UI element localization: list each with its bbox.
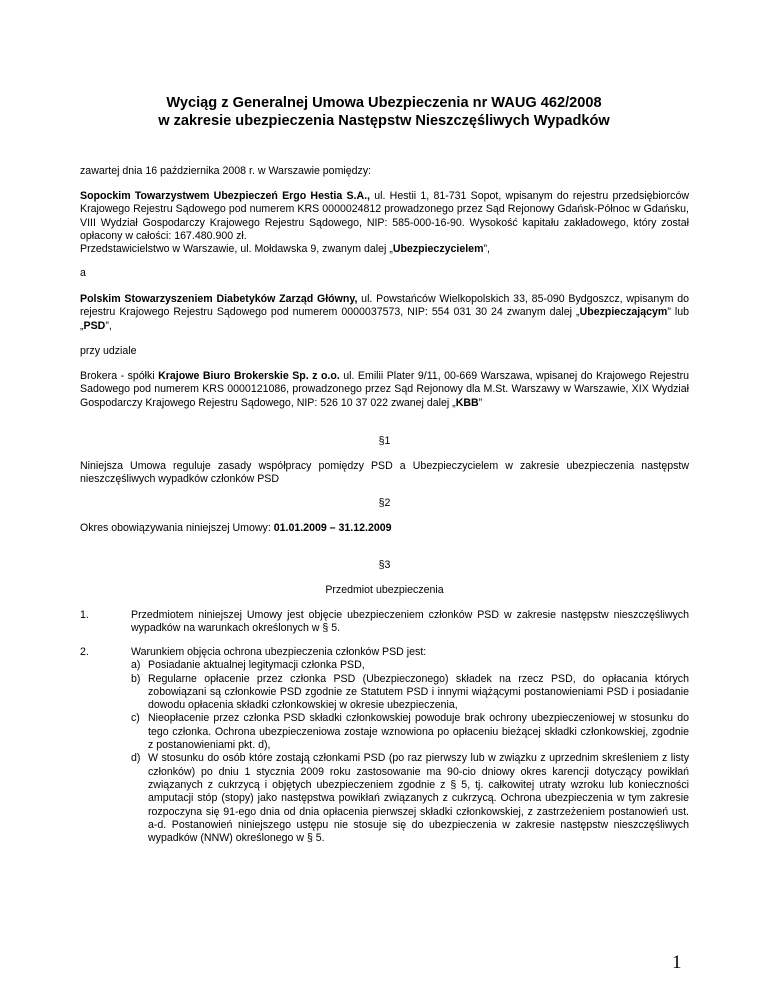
condition-item-a — [131, 659, 689, 672]
section-1-text: Niniejsza Umowa reguluje zasady współpracy pomiędzy PSD a Ubezpieczycielem w zakresie ubezpieczenia następstw nieszczęśliwych wypadków członków PSD — [80, 460, 689, 486]
paragraph-number-1: 1. — [80, 609, 89, 621]
policyholder-details: ul. Powstańców Wielkopolskich 33, 85-090 Bydgoszcz, wpisanym do rejestru Krajowego Rejestru Sądowego pod numerem 0000037573, NIP: 554 031 30 24 zwanym dalej „ — [80, 293, 689, 319]
condition-item-d — [131, 752, 689, 845]
condition-text: Posiadanie aktualnej legitymacji członka PSD, — [148, 659, 365, 672]
party-policyholder-paragraph — [80, 293, 689, 333]
conditions-intro: Warunkiem objęcia ochrona ubezpieczenia członków PSD jest: — [131, 646, 427, 658]
paragraph-number-2: 2. — [80, 646, 89, 658]
insurer-rep-post: ”, — [483, 243, 490, 256]
insurer-details: ul. Hestii 1, 81-731 Sopot, wpisanym do rejestru przedsiębiorców Krajowego Rejestru Sądowego pod numerem KRS 0000024812 prowadzonego przez Sąd Rejonowy Gdańsk-Północ w Gdańsku, VIII Wydział Gospodarczy Krajowego Rejestru Sądowego, NIP: 585-000-16-90. Wysokość kapitału zakładowego, który został opłacony w całości: 167.480.900 zł. — [80, 190, 689, 242]
insurer-name: Sopockim Towarzystwem Ubezpieczeń Ergo Hestia S.A., — [80, 190, 371, 202]
section-2-heading: §2 — [378, 497, 391, 509]
broker-end: ” — [478, 396, 483, 409]
section-3-paragraph-1: Przedmiotem niniejszej Umowy jest objęcie ubezpieczeniem członków PSD w zakresie następstw nieszczęśliwych wypadków na warunkach określonych w § 5. — [131, 609, 689, 635]
page-number: 1 — [672, 952, 682, 973]
section-3-heading: §3 — [378, 559, 391, 571]
policyholder-name: Polskim Stowarzyszeniem Diabetyków Zarząd Główny, — [80, 293, 358, 305]
broker-paragraph — [80, 370, 689, 410]
section-1-heading: §1 — [378, 435, 391, 447]
broker-prefix: Brokera - spółki — [80, 370, 159, 382]
policyholder-end: ”, — [105, 319, 112, 332]
policyholder-alias-sep: ” lub „ — [80, 306, 690, 332]
party-insurer-paragraph — [80, 190, 689, 256]
condition-letter: b) — [131, 672, 141, 685]
conjunction: a — [80, 267, 86, 279]
condition-text: Nieopłacenie przez członka PSD składki członkowskiej powoduje brak ochrony ubezpieczeniowej w stosunku do tego członka. Ochrona ubezpieczeniowa zostaje wznowiona po opłaceniu bieżącej składki członkowskiej, zgodnie z postanowieniami pkt. d), — [148, 712, 689, 752]
section-2-label: Okres obowiązywania niniejszej Umowy: — [80, 522, 274, 534]
condition-letter: a) — [131, 659, 141, 672]
document-title — [80, 95, 688, 130]
intro-paragraph: zawartej dnia 16 października 2008 r. w Warszawie pomiędzy: — [80, 165, 372, 177]
agreement-period: 01.01.2009 – 31.12.2009 — [273, 522, 392, 534]
condition-item-b — [131, 673, 689, 713]
condition-item-c — [131, 712, 689, 752]
section-3-subheading: Przedmiot ubezpieczenia — [325, 584, 444, 596]
broker-name: Krajowe Biuro Brokerskie Sp. z o.o. — [158, 370, 340, 382]
title-line-2: w zakresie ubezpieczenia Następstw Nieszczęśliwych Wypadków — [158, 112, 610, 129]
condition-text: Regularne opłacenie przez członka PSD (Ubezpieczonego) składek na rzecz PSD, do opłacania których zobowiązani są członkowie PSD zgodnie ze Statutem PSD i innymi wiążącymi postanowieniami PSD i posiadanie dowodu opłacenia składki członkowskiej w okresie ubezpieczenia, — [148, 672, 689, 712]
condition-text: W stosunku do osób które zostają członkami PSD (po raz pierwszy lub w związku z uprzednim skreśleniem z listy członków) po dniu 1 stycznia 2009 roku zastosowanie ma 90-cio dniowy okres karencji dotyczący powikłań związanych z cukrzycą i objętych ubezpieczeniem zgodnie z § 5, tj. całkowitej utraty wzroku lub konieczności amputacji stóp (stopy) jako następstwa powikłań związanych z cukrzycą. Ochrona ubezpieczenia w tym zakresie rozpoczyna się 91-ego dnia od dnia opłacenia pierwszej składki członkowskiej, z zastrzeżeniem postanowień ust. a-d. Postanowień niniejszego ustępu nie stosuje się do ubezpieczenia w zakresie następstw nieszczęśliwych wypadków (NNW) określonego w § 5. — [148, 752, 689, 845]
policyholder-abbr: PSD — [83, 319, 106, 332]
condition-letter: d) — [131, 752, 141, 765]
condition-letter: c) — [131, 712, 140, 725]
broker-details: ul. Emilii Plater 9/11, 00-669 Warszawa, wpisanej do Krajowego Rejestru Sadowego pod numerem KRS 0000121086, prowadzonego przez Sąd Rejonowy dla M.St. Warszawy w Warszawie, XIX Wydział Gospodarczy Krajowego Rejestru Sądowego, NIP: 526 10 37 022 zwanej dalej „ — [80, 370, 689, 409]
section-2-text — [80, 522, 689, 535]
title-line-1: Wyciąg z Generalnej Umowa Ubezpieczenia nr WAUG 462/2008 — [166, 95, 602, 111]
participation-line: przy udziale — [80, 345, 137, 357]
section-3-paragraph-2 — [131, 646, 689, 845]
policyholder-alias: Ubezpieczającym — [579, 306, 668, 319]
insurer-rep-pre: Przedstawicielstwo w Warszawie, ul. Mołdawska 9, zwanym dalej „ — [80, 243, 393, 256]
insurer-alias: Ubezpieczycielem — [392, 243, 484, 256]
broker-alias: KBB — [455, 396, 479, 409]
